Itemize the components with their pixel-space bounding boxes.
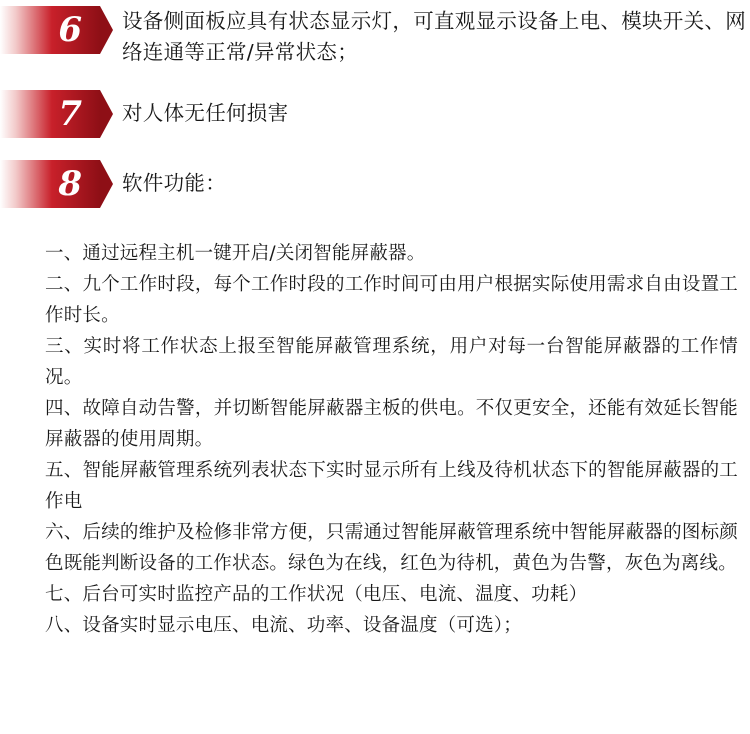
section-heading-6: 设备侧面板应具有状态显示灯，可直观显示设备上电、模块开关、网络连通等正常/异常状态； xyxy=(122,9,746,64)
section-number-6: 6 xyxy=(58,10,82,50)
feature-paragraph-4: 四、故障自动告警，并切断智能屏蔽器主板的供电。不仅更安全，还能有效延长智能屏蔽器的使用周期。 xyxy=(45,398,738,450)
numbered-section-7 xyxy=(0,90,750,138)
section-number-badge-7 xyxy=(0,90,100,138)
feature-paragraph-list xyxy=(0,238,750,641)
spacer-after-section-6 xyxy=(0,68,750,90)
feature-paragraph-3: 三、实时将工作状态上报至智能屏蔽管理系统，用户对每一台智能屏蔽器的工作情况。 xyxy=(45,336,738,388)
section-number-8: 8 xyxy=(58,164,82,204)
feature-paragraph-5: 五、智能屏蔽管理系统列表状态下实时显示所有上线及待机状态下的智能屏蔽器的工作电 xyxy=(45,460,738,512)
section-heading-7: 对人体无任何损害 xyxy=(122,101,289,125)
section-number-7: 7 xyxy=(58,94,82,134)
feature-paragraph-2: 二、九个工作时段，每个工作时段的工作时间可由用户根据实际使用需求自由设置工作时长。 xyxy=(45,274,738,326)
feature-paragraph-8: 八、设备实时显示电压、电流、功率、设备温度（可选）； xyxy=(45,615,522,636)
section-number-badge-6 xyxy=(0,6,100,54)
section-number-badge-8 xyxy=(0,160,100,208)
feature-paragraph-6: 六、后续的维护及检修非常方便，只需通过智能屏蔽管理系统中智能屏蔽器的图标颜色既能判断设备的工作状态。绿色为在线，红色为待机，黄色为告警，灰色为离线。 xyxy=(45,522,738,574)
spacer-after-section-7 xyxy=(0,138,750,160)
feature-paragraph-1: 一、通过远程主机一键开启/关闭智能屏蔽器。 xyxy=(45,243,426,264)
numbered-section-6 xyxy=(0,6,750,68)
feature-paragraph-7: 七、后台可实时监控产品的工作状况（电压、电流、温度、功耗） xyxy=(45,584,588,605)
spacer-before-paragraphs xyxy=(0,208,750,238)
numbered-section-8 xyxy=(0,160,750,208)
section-heading-8: 软件功能： xyxy=(122,171,226,195)
